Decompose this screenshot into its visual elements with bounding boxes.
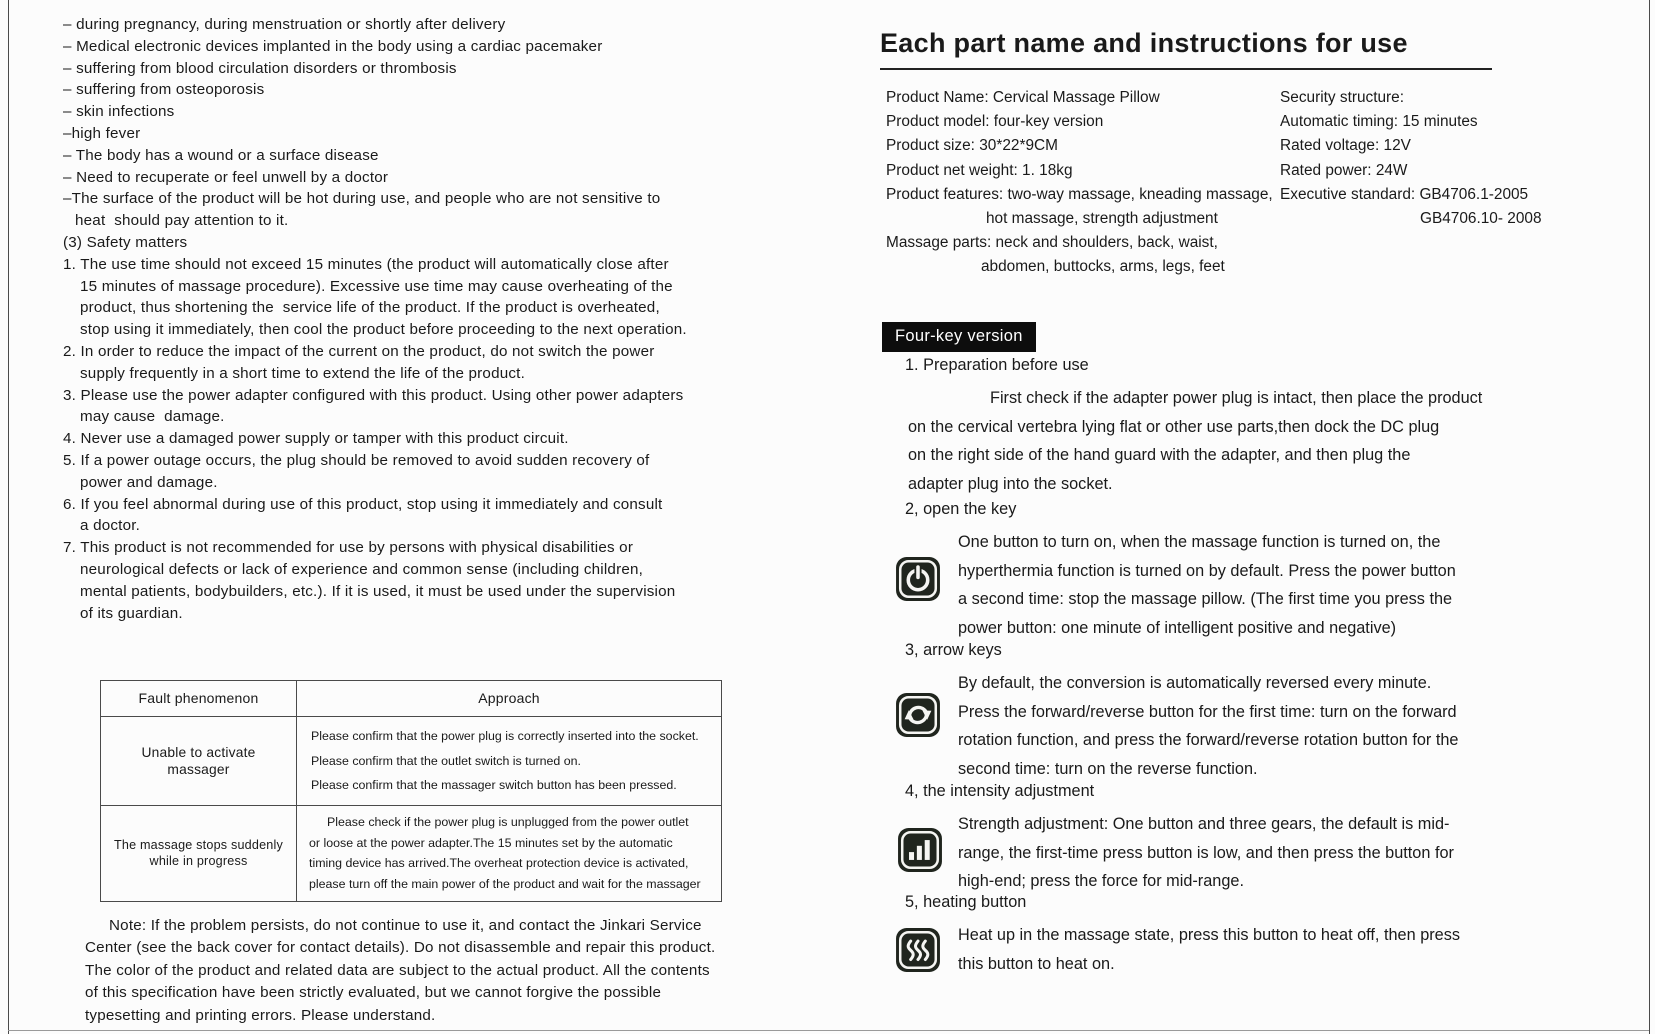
heat-icon [895,927,941,973]
note-paragraph: Note: If the problem persists, do not continue to use it, and contact the Jinkari Service Center (see the back cover for contact details). Do not disassemble and repair this product. The color of the product and related data are subject to the actual product. All the contents of this specification have been strictly evaluated, but we cannot forgive the possible typesetting and printing errors. Please understand. [85,917,716,1024]
spec-item: GB4706.10- 2008 [1420,210,1542,228]
contraindication-item: – suffering from blood circulation disorders or thrombosis [63,59,457,77]
intensity-icon [897,827,943,873]
contraindication-item: – suffering from osteoporosis [63,81,265,99]
safety-item: 3. Please use the power adapter configured with this product. Using other power adapters may cause damage. [63,386,684,426]
page-edge-left [8,0,9,1034]
safety-item: 2. In order to reduce the impact of the current on the product, do not switch the power supply frequently in a short time to extend the life of the product. [63,342,655,382]
fault-cell: Unable to activate massager [101,717,297,806]
contraindication-item: – Need to recuperate or feel unwell by a doctor [63,168,389,186]
safety-list [63,254,823,625]
safety-item: 4. Never use a damaged power supply or tamper with this product circuit. [63,430,569,448]
section-body-heating: Heat up in the massage state, press this button to heat off, then press this button to heat on. [958,926,1461,973]
fault-table-header-row [101,681,722,717]
contraindication-item: –The surface of the product will be hot during use, and people who are not sensitive to [63,190,661,208]
section-heading-intensity: 4, the intensity adjustment [905,782,1095,800]
manual-left-page [63,14,823,1027]
spec-item: Executive standard: GB4706.1-2005 [1280,185,1529,203]
approach-cell: Please confirm that the power plug is correctly inserted into the socket. Please confirm that the outlet switch is turned on. Please confirm that the massager switch button has been pressed. [297,717,722,806]
spec-list-left [886,86,1273,280]
rotation-icon [895,692,941,738]
contraindication-item: – during pregnancy, during menstruation or shortly after delivery [63,16,506,33]
spec-item: Rated power: 24W [1280,161,1408,179]
spec-item: Product Name: Cervical Massage Pillow [886,89,1160,106]
contraindication-item: heat should pay attention to it. [75,212,289,230]
section-heading-preparation: 1. Preparation before use [905,356,1089,374]
table-row [101,805,722,901]
four-key-version-badge: Four-key version [882,322,1036,352]
contraindication-list [63,14,823,232]
spec-item: Automatic timing: 15 minutes [1280,113,1478,131]
section-heading-heating: 5, heating button [905,893,1027,911]
spec-item: Massage parts: neck and shoulders, back, waist, [886,234,1218,252]
safety-matters-heading: (3) Safety matters [63,233,188,251]
section-body-intensity: Strength adjustment: One button and three gears, the default is mid- range, the first-time press button is low, and then press the button for high-end; press the force for mid-range. [958,815,1454,891]
fault-cell: The massage stops suddenly while in progress [101,805,297,901]
power-icon [895,556,941,602]
safety-item: 7. This product is not recommended for use by persons with physical disabilities or neurological defects or lack of experience and common sense (including children, mental patients, bodybuilders, etc.). If it is used, it must be used under the supervision of its guardian. [63,539,676,622]
contraindication-item: – skin infections [63,103,175,121]
section-heading-open-key: 2, open the key [905,500,1017,518]
safety-item: 6. If you feel abnormal during use of this product, stop using it immediately and consult a doctor. [63,495,663,535]
section-body-arrow-keys: By default, the conversion is automatically reversed every minute. Press the forward/reverse button for the first time: turn on the forward rotation function, and press the forward/reverse rotation button for the second time: turn on the reverse function. [958,674,1459,778]
spec-item: abdomen, buttocks, arms, legs, feet [981,258,1225,276]
spec-list-right [1280,86,1542,231]
spec-item: Product model: four-key version [886,113,1104,131]
section-body-open-key: One button to turn on, when the massage function is turned on, the hyperthermia function is turned on by default. Press the power button a second time: stop the massage pillow. (The first time you press the power button: one minute of intelligent positive and negative) [958,533,1456,637]
fault-column-header: Fault phenomenon [101,681,297,717]
spec-item: Product size: 30*22*9CM [886,137,1058,155]
spec-item: Security structure: [1280,89,1405,106]
section-heading-arrow-keys: 3, arrow keys [905,641,1002,659]
section-body-preparation: First check if the adapter power plug is intact, then place the product on the cervical vertebra lying flat or other use parts,then dock the DC plug on the right side of the hand guard with the adapter, and then plug the adapter plug into the socket. [908,389,1483,493]
spec-item: hot massage, strength adjustment [986,210,1218,228]
spec-item: Rated voltage: 12V [1280,137,1411,155]
manual-right-page [880,0,1625,1034]
page-edge-right [1649,0,1650,1034]
contraindication-item: – The body has a wound or a surface disease [63,146,379,164]
approach-cell: Please check if the power plug is unplugged from the power outlet or loose at the power adapter.The 15 minutes set by the automatic timing device has arrived.The overheat protection device is activated, please turn off the main power of the product and wait for the massager [297,805,722,901]
safety-item: 1. The use time should not exceed 15 minutes (the product will automatically close after 15 minutes of massage procedure). Excessive use time may cause overheating of the product, thus shortening the service life of the product. If the product is overheated, stop using it immediately, then cool the product before proceeding to the next operation. [63,255,687,339]
contraindication-item: – Medical electronic devices implanted in the body using a cardiac pacemaker [63,37,603,55]
contraindication-item: –high fever [63,124,141,142]
fault-table [100,680,722,902]
spec-item: Product net weight: 1. 18kg [886,161,1073,179]
safety-item: 5. If a power outage occurs, the plug should be removed to avoid sudden recovery of power and damage. [63,451,650,491]
spec-item: Product features: two-way massage, kneading massage, [886,185,1273,203]
page-title: Each part name and instructions for use [880,28,1492,70]
table-row [101,717,722,806]
approach-column-header: Approach [297,681,722,717]
